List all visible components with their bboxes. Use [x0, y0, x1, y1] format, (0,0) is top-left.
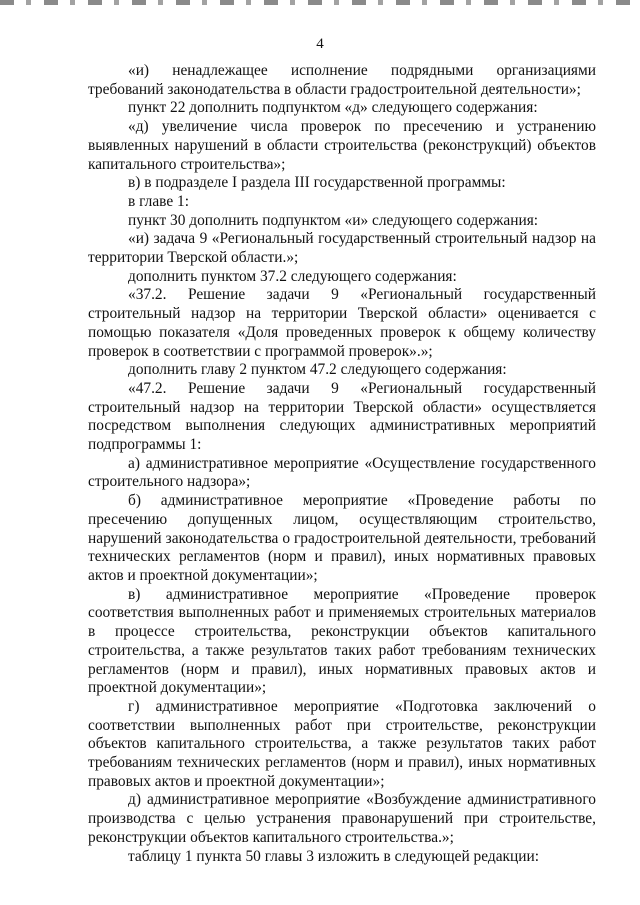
- scan-artifact: [0, 0, 640, 5]
- paragraph: «и) ненадлежащее исполнение подрядными организациями требований законодательства в области градостроительной деятельности»;: [88, 62, 596, 98]
- paragraph: б) административное мероприятие «Проведение работы по пресечению допущенных лицом, осуществляющим строительство, нарушений законодательства о градостроительной деятельности, требований технических регламентов (норм и правил), иных нормативных правовых актов и проектной документации»;: [88, 492, 596, 584]
- paragraph: дополнить пунктом 37.2 следующего содержания:: [128, 267, 457, 285]
- paragraph: в) в подразделе I раздела III государственной программы:: [128, 174, 506, 192]
- paragraph: пункт 22 дополнить подпунктом «д» следующего содержания:: [128, 99, 538, 117]
- paragraph: в главе 1:: [128, 192, 189, 210]
- paragraph: «37.2. Решение задачи 9 «Региональный государственный строительный надзор на территории Тверской области» оценивается с помощью показателя «Доля проведенных проверок к общему количеству проверок в соответствии с программой проверок».»;: [88, 286, 596, 360]
- paragraph: а) административное мероприятие «Осуществление государственного строительного надзора»;: [88, 454, 596, 491]
- paragraph: «и) задача 9 «Региональный государственный строительный надзор на территории Тверской области.»;: [88, 230, 596, 267]
- paragraph: в) административное мероприятие «Проведение проверок соответствия выполненных работ и применяемых строительных материалов в процессе строительства, реконструкции объектов капитального строительства, а также результатов таких работ требованиям технических регламентов (норм и правил), иных нормативных правовых актов и проектной документации»;: [88, 585, 596, 697]
- paragraph: «47.2. Решение задачи 9 «Региональный государственный строительный надзор на территории Тверской области» осуществляется посредством выполнения следующих административных мероприятий подпрограммы 1:: [88, 379, 596, 454]
- paragraph: таблицу 1 пункта 50 главы 3 изложить в следующей редакции:: [128, 847, 540, 865]
- paragraph: «д) увеличение числа проверок по пресечению и устранению выявленных нарушений в области строительства (реконструкций) объектов капитального строительства»;: [88, 118, 596, 173]
- paragraph: д) административное мероприятие «Возбуждение административного производства с целью устранения правонарушений при строительстве, реконструкции объектов капитального строительства.»;: [88, 791, 596, 846]
- paragraph: пункт 30 дополнить подпунктом «и» следующего содержания:: [128, 211, 539, 229]
- paragraph: дополнить главу 2 пунктом 47.2 следующего содержания:: [128, 361, 507, 379]
- page-number: 4: [316, 36, 324, 52]
- document-body: [88, 62, 596, 866]
- paragraph: г) административное мероприятие «Подготовка заключений о соответствии выполненных работ при строительстве, реконструкции объектов капитального строительства, а также результатов таких работ требованиям технических регламентов (норм и правил), иных нормативных правовых актов и проектной документации»;: [88, 697, 596, 790]
